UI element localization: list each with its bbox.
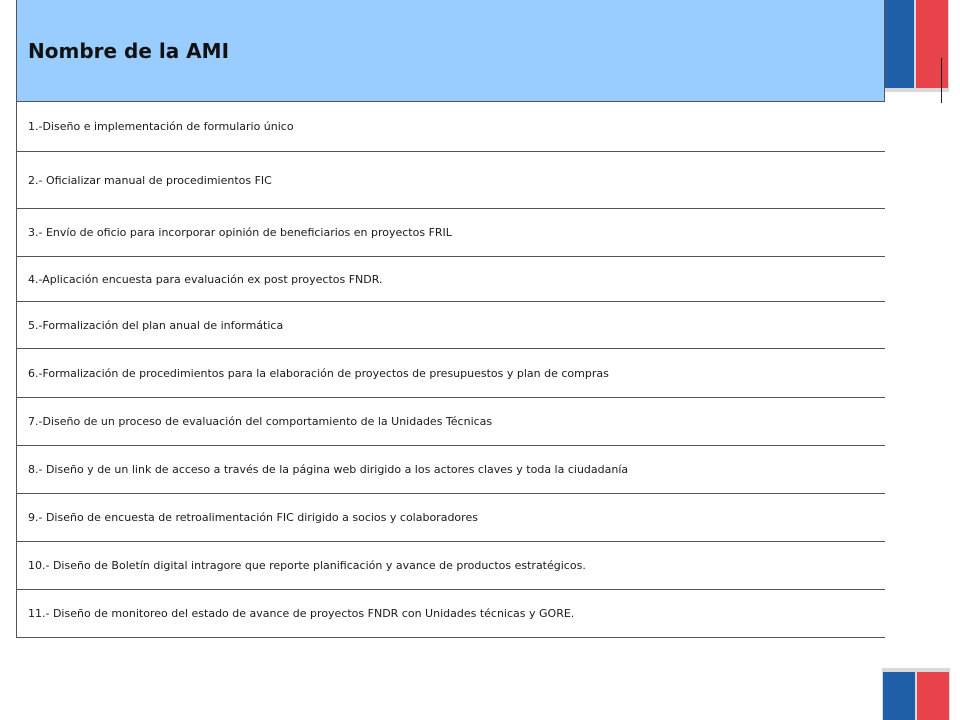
- row-text: 4.-Aplicación encuesta para evaluación ex post proyectos FNDR.: [28, 272, 383, 286]
- table-row: [17, 152, 885, 209]
- row-text: 9.- Diseño de encuesta de retroalimentación FIC dirigido a socios y colaboradores: [28, 511, 478, 524]
- table-row: [17, 257, 885, 302]
- table-row: [17, 102, 885, 152]
- row-text: 10.- Diseño de Boletín digital intragore que reporte planificación y avance de productos estratégicos.: [28, 559, 586, 572]
- table-row: [17, 446, 885, 494]
- row-text: 3.- Envío de oficio para incorporar opinión de beneficiarios en proyectos FRIL: [28, 226, 452, 239]
- divider-line-top: [941, 58, 942, 103]
- row-text: 6.-Formalización de procedimientos para la elaboración de proyectos de presupuestos y plan de compras: [28, 366, 609, 380]
- row-text: 8.- Diseño y de un link de acceso a través de la página web dirigido a los actores claves y toda la ciudadanía: [28, 463, 629, 476]
- table-header: [17, 0, 885, 102]
- page-title: Nombre de la AMI: [28, 38, 230, 63]
- flag-decoration-bottom: [880, 668, 952, 720]
- row-text: 7.-Diseño de un proceso de evaluación del comportamiento de la Unidades Técnicas: [28, 415, 493, 428]
- row-text: 5.-Formalización del plan anual de informática: [28, 318, 284, 332]
- ami-table: [16, 0, 885, 638]
- table-row: [17, 349, 885, 398]
- table-row: [17, 209, 885, 257]
- row-text: 11.- Diseño de monitoreo del estado de avance de proyectos FNDR con Unidades técnicas y GORE.: [28, 607, 575, 620]
- row-text: 2.- Oficializar manual de procedimientos FIC: [28, 173, 272, 187]
- table-row: [17, 590, 885, 638]
- table-row: [17, 494, 885, 542]
- table-row: [17, 302, 885, 349]
- table-row: [17, 542, 885, 590]
- table-row: [17, 398, 885, 446]
- row-text: 1.-Diseño e implementación de formulario único: [28, 120, 294, 133]
